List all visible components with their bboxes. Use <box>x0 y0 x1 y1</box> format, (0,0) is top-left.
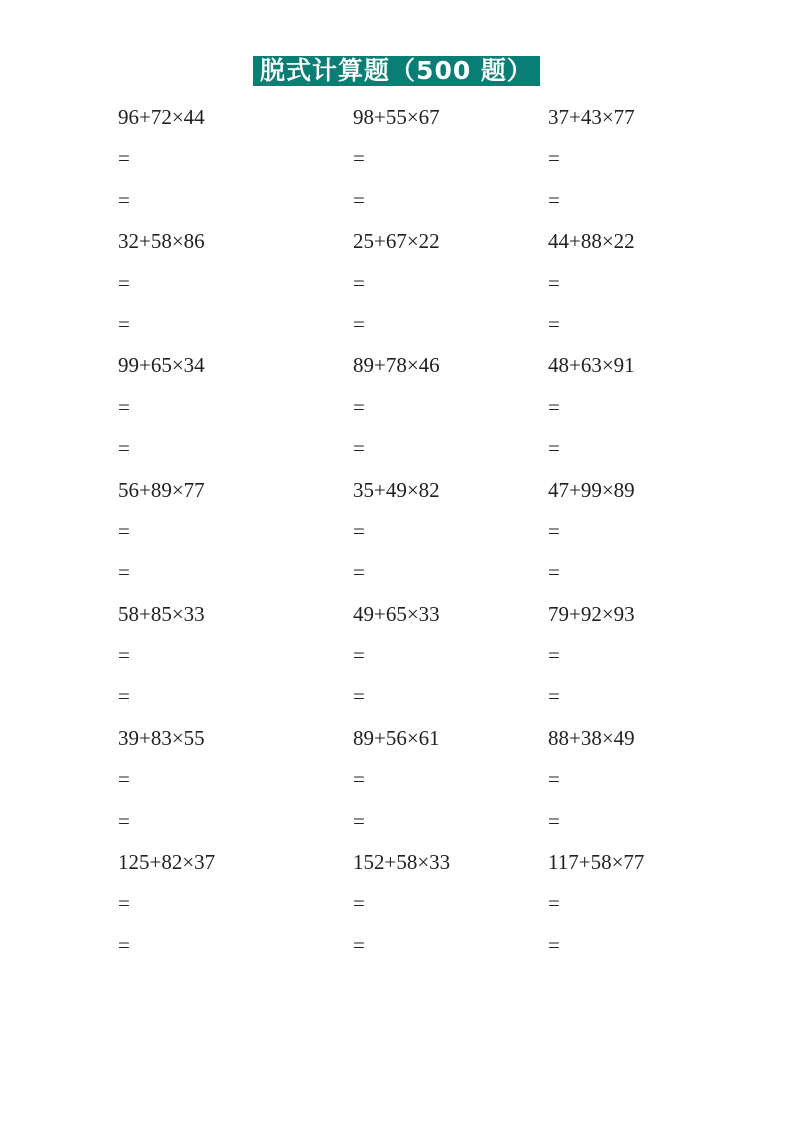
equals-line: = <box>353 270 365 295</box>
problem-expression: 44+88×22 <box>548 229 635 254</box>
problem-expression: 47+99×89 <box>548 477 635 502</box>
equals-line: = <box>353 311 365 336</box>
problem-expression: 152+58×33 <box>353 850 451 875</box>
equals-line: = <box>548 187 560 212</box>
problem <box>118 842 353 966</box>
problem <box>548 97 793 221</box>
problem <box>548 221 793 345</box>
problem <box>118 470 353 594</box>
problem <box>118 718 353 842</box>
problem-expression: 58+85×33 <box>118 601 205 626</box>
equals-line: = <box>548 436 560 461</box>
problem <box>353 842 548 966</box>
problem-expression: 49+65×33 <box>353 601 440 626</box>
equals-line: = <box>353 808 365 833</box>
problem <box>548 470 793 594</box>
title-bar <box>0 56 793 86</box>
equals-line: = <box>353 891 365 916</box>
problem-expression: 25+67×22 <box>353 229 440 254</box>
equals-line: = <box>548 643 560 668</box>
problem-expression: 48+63×91 <box>548 353 635 378</box>
problem-expression: 89+78×46 <box>353 353 440 378</box>
equals-line: = <box>118 436 130 461</box>
equals-line: = <box>353 932 365 957</box>
equals-line: = <box>548 270 560 295</box>
equals-line: = <box>118 767 130 792</box>
equals-line: = <box>353 643 365 668</box>
equals-line: = <box>118 560 130 585</box>
problem-expression: 98+55×67 <box>353 105 440 129</box>
problem-expression: 88+38×49 <box>548 725 635 750</box>
equals-line: = <box>353 560 365 585</box>
problem <box>353 221 548 345</box>
equals-line: = <box>548 560 560 585</box>
equals-line: = <box>353 394 365 419</box>
problem-expression: 117+58×77 <box>548 850 645 875</box>
problem <box>353 470 548 594</box>
problem-expression: 96+72×44 <box>118 105 205 129</box>
equals-line: = <box>353 146 365 171</box>
problem <box>353 718 548 842</box>
equals-line: = <box>548 146 560 171</box>
problem-expression: 39+83×55 <box>118 725 205 750</box>
equals-line: = <box>548 394 560 419</box>
equals-line: = <box>118 808 130 833</box>
problem <box>548 842 793 966</box>
problem <box>353 594 548 718</box>
problem <box>118 97 353 221</box>
problems-grid <box>118 97 793 966</box>
problem <box>353 345 548 469</box>
equals-line: = <box>548 932 560 957</box>
problem <box>548 345 793 469</box>
equals-line: = <box>118 311 130 336</box>
equals-line: = <box>118 891 130 916</box>
equals-line: = <box>548 518 560 543</box>
equals-line: = <box>353 767 365 792</box>
equals-line: = <box>548 684 560 709</box>
problem-expression: 125+82×37 <box>118 850 216 875</box>
problem <box>548 594 793 718</box>
equals-line: = <box>118 270 130 295</box>
problem-expression: 56+89×77 <box>118 477 205 502</box>
problem <box>548 718 793 842</box>
problem-expression: 37+43×77 <box>548 105 635 129</box>
equals-line: = <box>118 932 130 957</box>
equals-line: = <box>118 684 130 709</box>
equals-line: = <box>548 311 560 336</box>
equals-line: = <box>548 891 560 916</box>
equals-line: = <box>118 187 130 212</box>
equals-line: = <box>548 808 560 833</box>
equals-line: = <box>118 146 130 171</box>
equals-line: = <box>548 767 560 792</box>
equals-line: = <box>353 187 365 212</box>
equals-line: = <box>118 394 130 419</box>
problem <box>353 97 548 221</box>
equals-line: = <box>353 684 365 709</box>
problem <box>118 345 353 469</box>
problem-expression: 35+49×82 <box>353 477 440 502</box>
problem-expression: 32+58×86 <box>118 229 205 254</box>
equals-line: = <box>353 436 365 461</box>
problem-expression: 89+56×61 <box>353 725 440 750</box>
problem-expression: 79+92×93 <box>548 601 635 626</box>
problem-expression: 99+65×34 <box>118 353 205 378</box>
equals-line: = <box>118 518 130 543</box>
equals-line: = <box>353 518 365 543</box>
problem <box>118 594 353 718</box>
problem <box>118 221 353 345</box>
equals-line: = <box>118 643 130 668</box>
page-title: 脱式计算题（500 题） <box>253 56 540 86</box>
